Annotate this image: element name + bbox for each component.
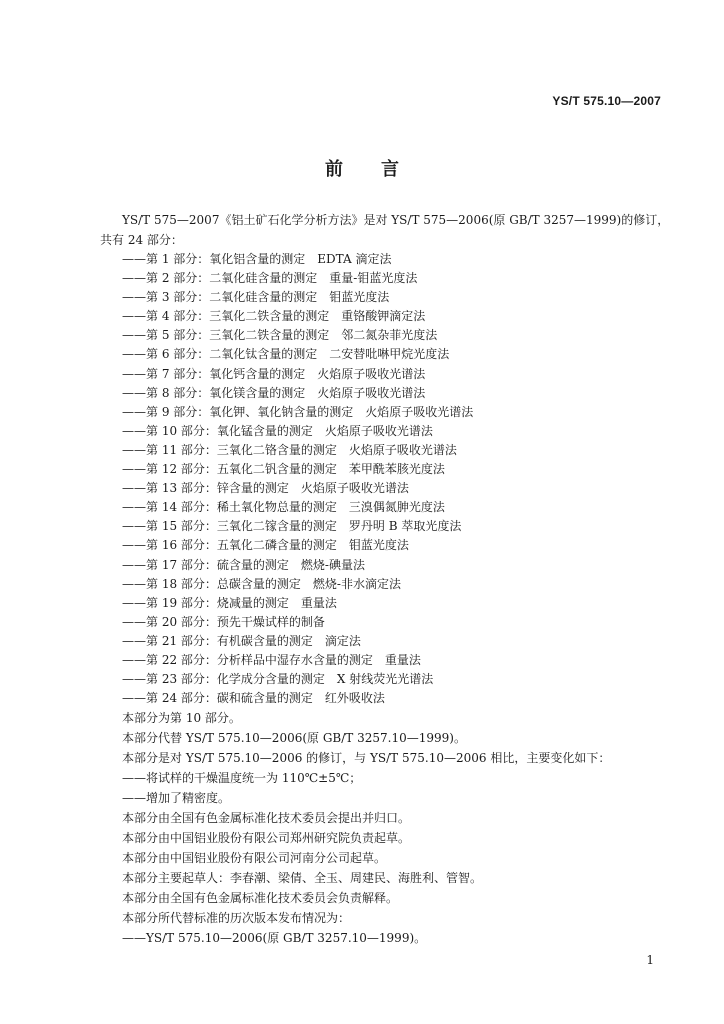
body-line: 本部分代替 YS/T 575.10—2006(原 GB/T 3257.10—1999)。	[122, 731, 466, 746]
list-item: ——第 15 部分：三氧化二镓含量的测定 罗丹明 B 萃取光度法	[122, 519, 462, 534]
list-item: ——第 23 部分：化学成分含量的测定 X 射线荧光光谱法	[122, 672, 434, 687]
body-line: ——将试样的干燥温度统一为 110℃±5℃；	[122, 771, 362, 786]
document-body	[100, 210, 670, 948]
standard-code: YS/T 575.10—2007	[552, 94, 661, 108]
body-line: 本部分所代替标准的历次版本发布情况为：	[122, 911, 351, 926]
page-title: 前言	[325, 159, 437, 180]
body-line: 本部分由中国铝业股份有限公司河南分公司起草。	[122, 851, 387, 866]
list-item: ——第 17 部分：硫含量的测定 燃烧-碘量法	[122, 557, 365, 572]
parts-list	[122, 250, 668, 708]
list-item: ——第 14 部分：稀土氧化物总量的测定 三溴偶氮胂光度法	[122, 500, 445, 515]
list-item: ——第 9 部分：氧化钾、氧化钠含量的测定 火焰原子吸收光谱法	[122, 404, 474, 419]
intro-line-2: 共有 24 部分：	[100, 233, 183, 247]
body-line: 本部分为第 10 部分。	[122, 711, 241, 726]
list-item: ——第 10 部分：氧化锰含量的测定 火焰原子吸收光谱法	[122, 423, 433, 438]
body-line: ——增加了精密度。	[122, 791, 231, 806]
list-item: ——第 16 部分：五氧化二磷含量的测定 钼蓝光度法	[122, 538, 409, 553]
list-item: ——第 18 部分：总碳含量的测定 燃烧-非水滴定法	[122, 576, 401, 591]
body-line: 本部分是对 YS/T 575.10—2006 的修订，与 YS/T 575.10—2006 相比，主要变化如下：	[122, 751, 611, 766]
list-item: ——第 11 部分：三氧化二铬含量的测定 火焰原子吸收光谱法	[122, 442, 457, 457]
list-item: ——第 8 部分：氧化镁含量的测定 火焰原子吸收光谱法	[122, 385, 426, 400]
list-item: ——第 19 部分：烧减量的测定 重量法	[122, 595, 337, 610]
list-item: ——第 22 部分：分析样品中湿存水含量的测定 重量法	[122, 652, 421, 667]
list-item: ——第 13 部分：锌含量的测定 火焰原子吸收光谱法	[122, 481, 409, 496]
list-item: ——第 2 部分：二氧化硅含量的测定 重量-钼蓝光度法	[122, 271, 418, 286]
list-item: ——第 24 部分：碳和硫含量的测定 红外吸收法	[122, 691, 385, 706]
body-line: 本部分主要起草人：李春潮、梁倩、全玉、周建民、海胜利、管智。	[122, 871, 483, 886]
body-line: 本部分由全国有色金属标准化技术委员会负责解释。	[122, 891, 399, 906]
list-item: ——第 5 部分：三氧化二铁含量的测定 邻二氮杂菲光度法	[122, 328, 438, 343]
page-number: 1	[646, 953, 654, 967]
intro-line-1: YS/T 575—2007《铝土矿石化学分析方法》是对 YS/T 575—2006(原 GB/T 3257—1999)的修订，	[122, 213, 670, 227]
body-line: 本部分由中国铝业股份有限公司郑州研究院负责起草。	[122, 831, 411, 846]
list-item: ——第 7 部分：氧化钙含量的测定 火焰原子吸收光谱法	[122, 366, 426, 381]
list-item: ——第 1 部分：氧化铝含量的测定 EDTA 滴定法	[122, 252, 392, 266]
list-item: ——第 20 部分：预先干燥试样的制备	[122, 614, 325, 629]
list-item: ——第 12 部分：五氧化二钒含量的测定 苯甲酰苯胲光度法	[122, 462, 445, 477]
list-item: ——第 6 部分：二氧化钛含量的测定 二安替吡啉甲烷光度法	[122, 347, 450, 362]
body-line: 本部分由全国有色金属标准化技术委员会提出并归口。	[122, 811, 411, 826]
list-item: ——第 3 部分：二氧化硅含量的测定 钼蓝光度法	[122, 290, 390, 305]
list-item: ——第 21 部分：有机碳含量的测定 滴定法	[122, 633, 361, 648]
list-item: ——第 4 部分：三氧化二铁含量的测定 重铬酸钾滴定法	[122, 309, 426, 324]
body-line: ——YS/T 575.10—2006(原 GB/T 3257.10—1999)。	[122, 931, 427, 946]
